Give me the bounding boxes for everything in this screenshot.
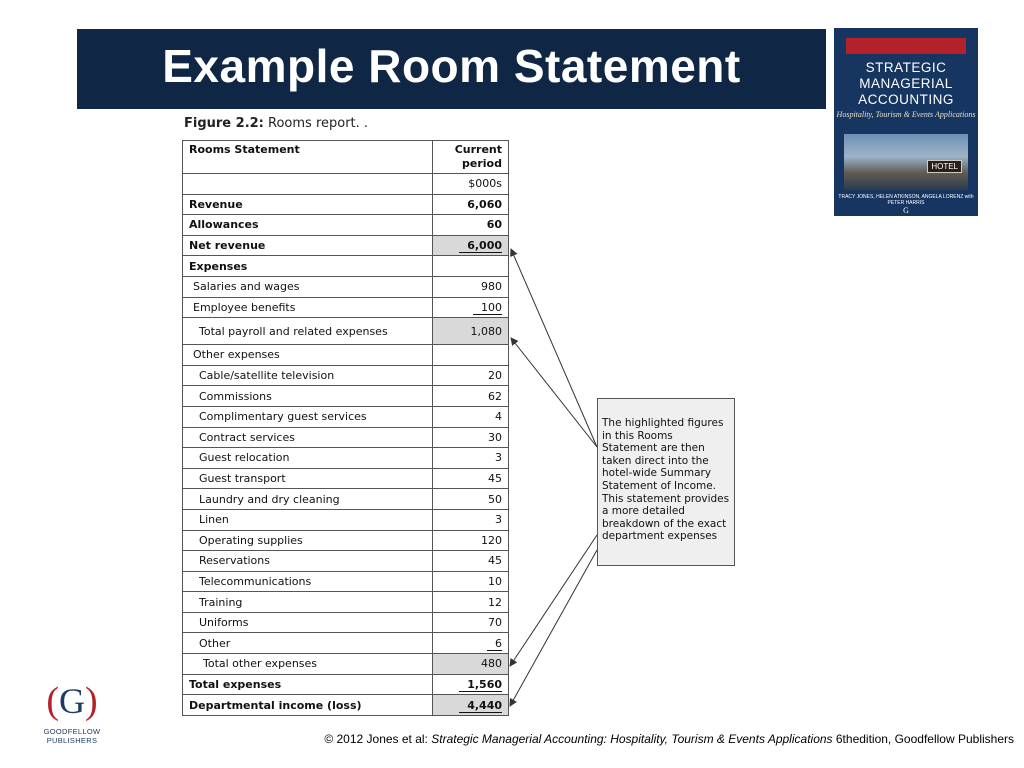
row-value: 45 [432, 551, 508, 572]
row-value-highlighted [432, 235, 508, 256]
hotel-sign: HOTEL [927, 160, 962, 173]
table-row [183, 674, 509, 695]
footer-prefix: © 2012 Jones et al: [324, 732, 432, 746]
table-row [183, 654, 509, 675]
row-label: Reservations [183, 551, 433, 572]
row-label: Other [183, 633, 433, 654]
unit-label-empty [183, 174, 433, 195]
unit-row [183, 174, 509, 195]
book-cover-title [834, 60, 978, 108]
book-cover-subtitle: Hospitality, Tourism & Events Applications [836, 110, 976, 119]
row-value-underlined [432, 674, 508, 695]
row-label: Laundry and dry cleaning [183, 489, 433, 510]
table-row [183, 386, 509, 407]
row-value: 6,060 [432, 194, 508, 215]
goodfellow-logo-icon: (G) [46, 680, 98, 722]
unit-label: $000s [432, 174, 508, 195]
table-row [183, 468, 509, 489]
row-value-underlined [432, 297, 508, 318]
header-label: Rooms Statement [183, 141, 433, 174]
page-title: Example Room Statement [162, 40, 741, 92]
arrow-to-total-other [510, 535, 597, 666]
callout-note: The highlighted figures in this Rooms Statement are then taken direct into the hotel-wide Summary Statement of Income. This statement provides a more detailed breakdown of the exact department expenses [597, 398, 735, 566]
table-row [183, 571, 509, 592]
rooms-statement-table [182, 140, 509, 716]
row-label: Total other expenses [183, 654, 433, 675]
row-value: 60 [432, 215, 508, 236]
figure-caption-text: Rooms report. . [263, 116, 369, 131]
table-row [183, 194, 509, 215]
table-row [183, 509, 509, 530]
table-row [183, 551, 509, 572]
row-label: Total payroll and related expenses [183, 318, 433, 345]
row-label: Departmental income (loss) [183, 695, 433, 716]
row-label: Revenue [183, 194, 433, 215]
row-value: 4,440 [459, 699, 502, 713]
book-cover-label [846, 38, 966, 54]
row-value: 1,560 [459, 678, 502, 692]
row-label: Operating supplies [183, 530, 433, 551]
row-label: Telecommunications [183, 571, 433, 592]
row-value-highlighted [432, 695, 508, 716]
publisher-name-line: PUBLISHERS [46, 736, 98, 745]
book-cover-photo [844, 134, 968, 190]
publisher-name-line: GOODFELLOW [43, 727, 101, 736]
row-value: 3 [432, 448, 508, 469]
row-label: Net revenue [183, 235, 433, 256]
table-row [183, 427, 509, 448]
footer-suffix: 6thedition, Goodfellow Publishers [832, 732, 1014, 746]
row-value: 1,080 [432, 318, 508, 345]
book-title-line: STRATEGIC [865, 60, 947, 75]
table-row [183, 406, 509, 427]
table-row [183, 612, 509, 633]
book-cover-authors: TRACY JONES, HELEN ATKINSON, ANGELA LORENZ with PETER HARRIS [838, 194, 974, 206]
table-row [183, 297, 509, 318]
row-label: Allowances [183, 215, 433, 236]
table-row [183, 276, 509, 297]
row-label: Expenses [183, 256, 433, 277]
row-value: 10 [432, 571, 508, 592]
row-value: 3 [432, 509, 508, 530]
row-value-underlined [432, 633, 508, 654]
row-label: Training [183, 592, 433, 613]
row-label: Salaries and wages [183, 276, 433, 297]
footer-citation [324, 732, 1014, 746]
table-header-row [183, 141, 509, 174]
row-value: 120 [432, 530, 508, 551]
table-row [183, 235, 509, 256]
table-row [183, 365, 509, 386]
table-row [183, 592, 509, 613]
row-value [432, 345, 508, 366]
footer-book-title: Strategic Managerial Accounting: Hospitality, Tourism & Events Applications [431, 732, 833, 746]
row-value: 20 [432, 365, 508, 386]
table-row [183, 448, 509, 469]
logo-mark: G [59, 681, 85, 721]
book-title-line: MANAGERIAL [859, 76, 953, 91]
row-value: 70 [432, 612, 508, 633]
row-value: 100 [473, 301, 502, 315]
row-label: Guest relocation [183, 448, 433, 469]
row-value: 4 [432, 406, 508, 427]
row-value: 980 [432, 276, 508, 297]
row-label: Commissions [183, 386, 433, 407]
row-value: 12 [432, 592, 508, 613]
book-cover [834, 28, 978, 216]
row-label: Contract services [183, 427, 433, 448]
table-row [183, 633, 509, 654]
row-value: 62 [432, 386, 508, 407]
row-value: 45 [432, 468, 508, 489]
table-row [183, 318, 509, 345]
row-value: 480 [432, 654, 508, 675]
figure-label: Figure 2.2: [184, 116, 264, 131]
table-row [183, 256, 509, 277]
table-row [183, 695, 509, 716]
row-value: 6 [487, 637, 502, 651]
table-row [183, 530, 509, 551]
table-row [183, 489, 509, 510]
table-row [183, 345, 509, 366]
book-title-line: ACCOUNTING [858, 92, 954, 107]
row-label: Uniforms [183, 612, 433, 633]
row-label: Cable/satellite television [183, 365, 433, 386]
row-value: 6,000 [459, 239, 502, 253]
row-label: Linen [183, 509, 433, 530]
row-label: Total expenses [183, 674, 433, 695]
title-bar [77, 29, 826, 109]
row-value: 50 [432, 489, 508, 510]
figure-caption [184, 116, 368, 131]
row-value [432, 256, 508, 277]
header-value: Current period [432, 141, 508, 174]
table-row [183, 215, 509, 236]
arrow-to-total-payroll [511, 338, 597, 447]
row-label: Guest transport [183, 468, 433, 489]
arrow-to-departmental-income [510, 550, 597, 706]
book-cover-logo: G [903, 206, 909, 215]
row-value: 30 [432, 427, 508, 448]
row-label: Complimentary guest services [183, 406, 433, 427]
row-label: Employee benefits [183, 297, 433, 318]
row-label: Other expenses [183, 345, 433, 366]
arrow-to-net-revenue [511, 249, 597, 447]
publisher-name [36, 727, 108, 745]
